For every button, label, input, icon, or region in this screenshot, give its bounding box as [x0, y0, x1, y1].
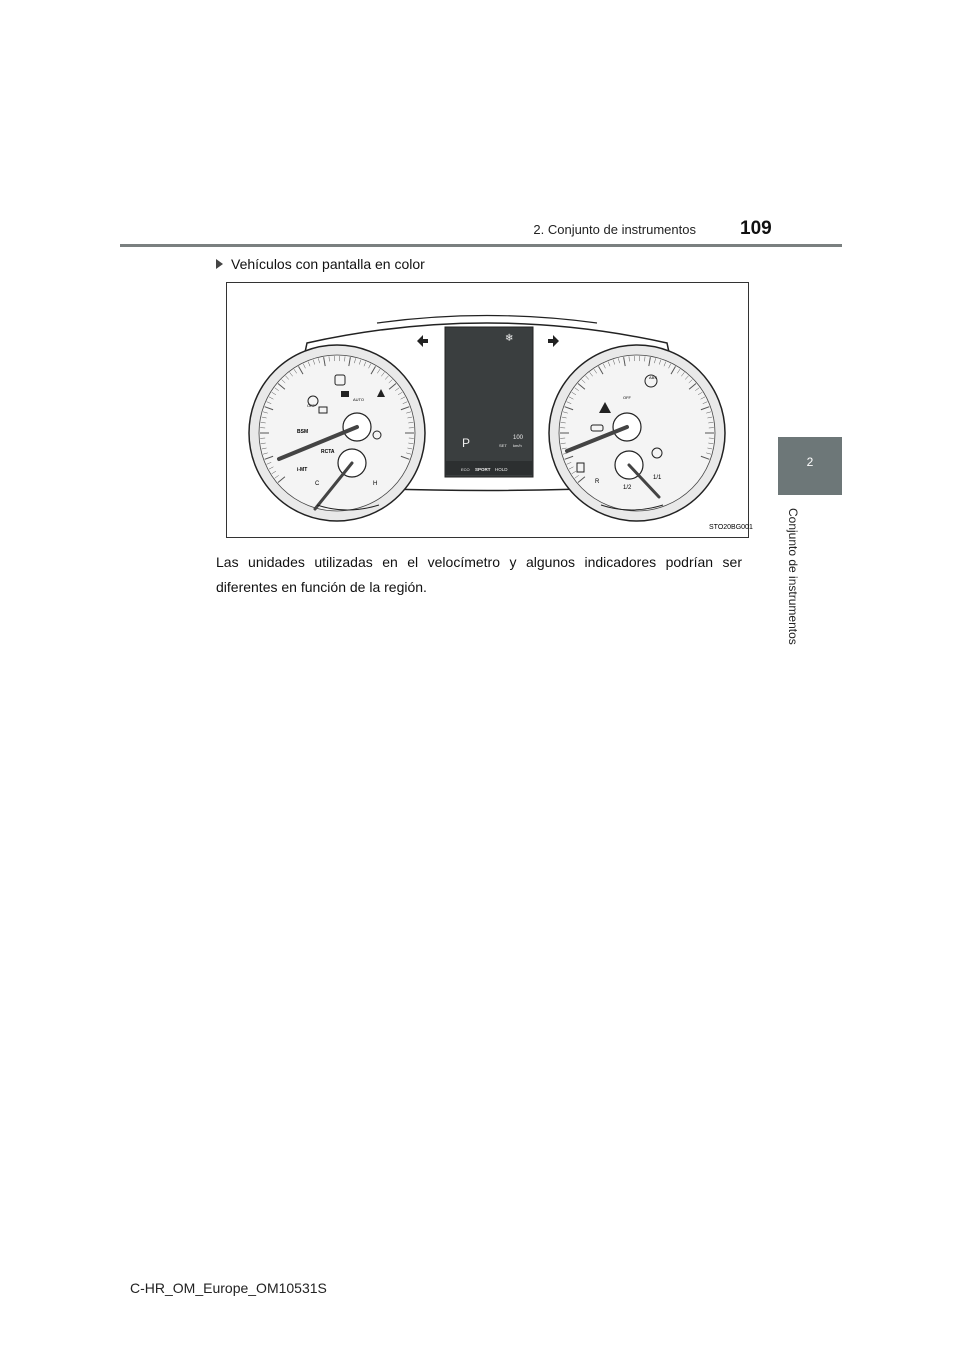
- headlight-icon: [341, 391, 349, 397]
- turn-right-arrow-icon: [548, 335, 559, 347]
- section-title: 2. Conjunto de instrumentos: [533, 222, 696, 237]
- off-label-left: OFF: [307, 403, 315, 408]
- bsm-label: BSM: [297, 429, 309, 435]
- fuel-half-label: 1/2: [623, 485, 632, 491]
- display-panel: [445, 327, 533, 477]
- instrument-cluster-illustration: [227, 283, 753, 537]
- rcta-label: RCTA: [321, 449, 335, 455]
- fuel-empty-label: R: [595, 479, 600, 485]
- cluster-hood: [377, 316, 597, 324]
- chapter-number: 2: [806, 455, 814, 469]
- set-speed-value: 100: [513, 435, 524, 441]
- instrument-cluster-figure: [226, 282, 753, 538]
- eco-mode: ECO: [461, 467, 470, 472]
- fuel-full-label: 1/1: [653, 475, 662, 481]
- right-gauge: [549, 345, 725, 521]
- body-paragraph: Las unidades utilizadas en el velocímetro y algunos indicadores podrían ser diferentes en función de la región.: [216, 554, 742, 595]
- temp-cold-label: C: [315, 481, 320, 487]
- off-label-right: OFF: [623, 395, 631, 400]
- page-number: 109: [740, 218, 772, 239]
- auto-label-left: AUTO: [353, 397, 365, 402]
- chapter-tab: [778, 437, 842, 495]
- header-rule: [120, 244, 842, 247]
- footer-document-id: C-HR_OM_Europe_OM10531S: [130, 1280, 327, 1296]
- imt-label: i-MT: [297, 467, 308, 473]
- speed-unit: km/h: [513, 443, 522, 448]
- left-gauge: [249, 345, 425, 521]
- snowflake-icon: ❄: [505, 333, 514, 344]
- temp-hot-label: H: [373, 481, 378, 487]
- hold-mode: HOLD: [495, 467, 508, 472]
- figure-code: STO20BG001: [709, 524, 753, 531]
- bullet-item: [216, 256, 425, 272]
- center-display: [445, 327, 533, 477]
- bullet-triangle-icon: [216, 259, 223, 269]
- gear-indicator: P: [462, 436, 471, 450]
- abs-label: ABS: [649, 375, 658, 380]
- bullet-text: Vehículos con pantalla en color: [231, 256, 425, 272]
- chapter-label: Conjunto de instrumentos: [786, 508, 800, 645]
- set-label: SET: [499, 443, 507, 448]
- sport-mode: SPORT: [475, 467, 491, 472]
- turn-left-arrow-icon: [417, 335, 428, 347]
